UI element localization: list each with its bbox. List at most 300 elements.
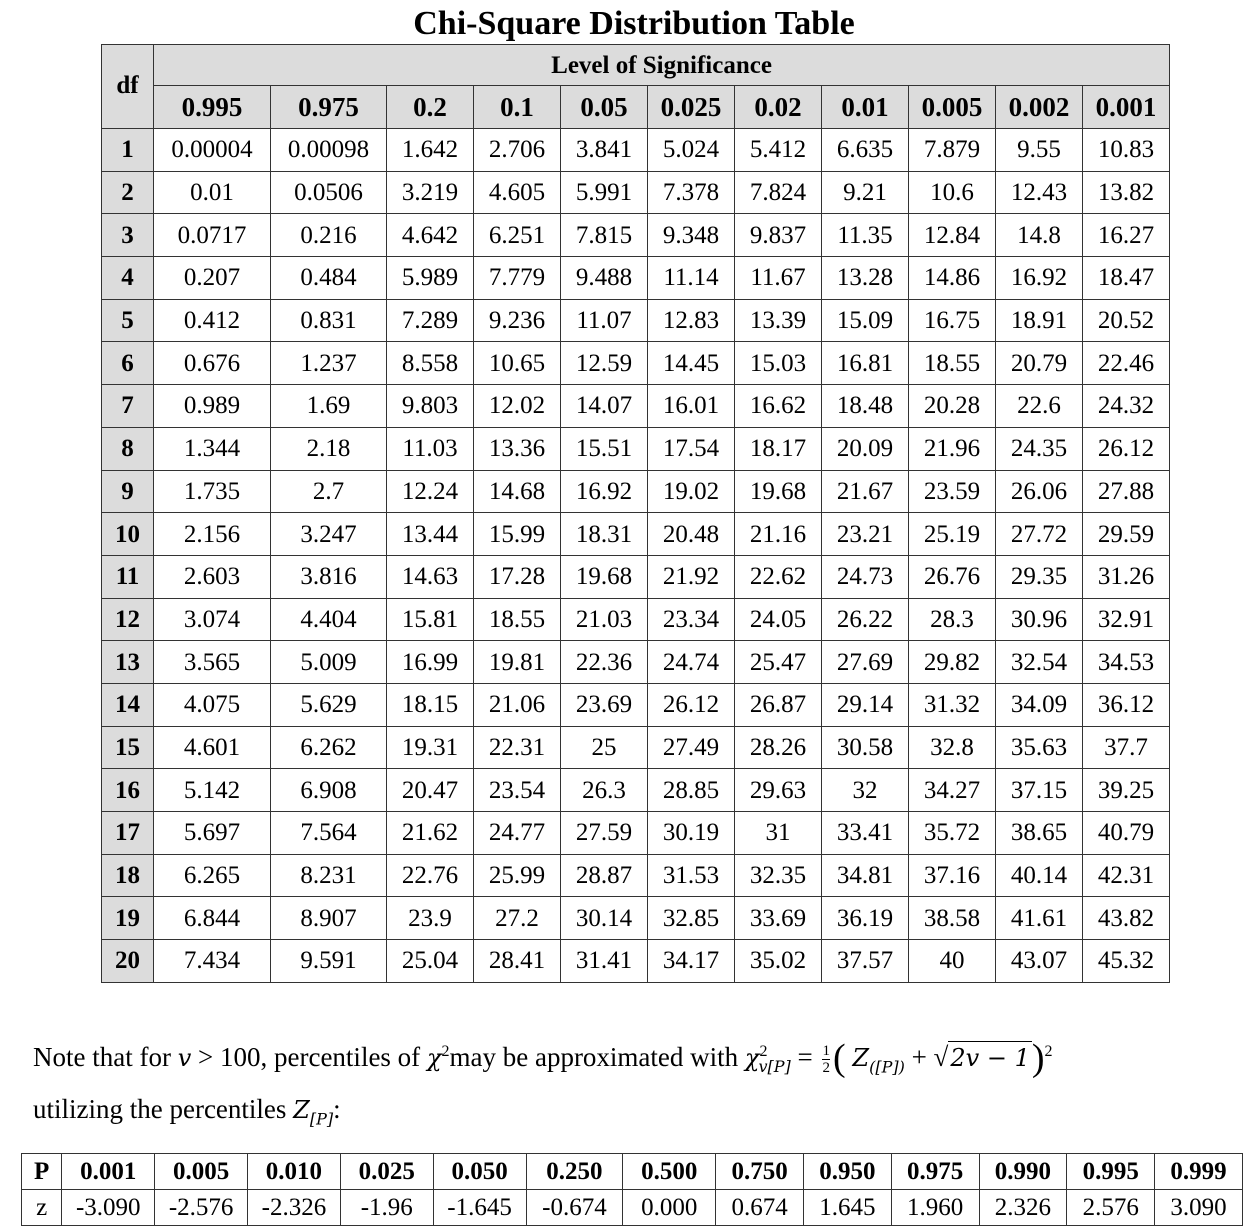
p-value-cell: 0.990 xyxy=(979,1154,1067,1190)
note-v: v xyxy=(177,1044,192,1072)
z-value-cell: 0.674 xyxy=(716,1190,804,1226)
z-value-cell: 0.000 xyxy=(623,1190,716,1226)
df-cell: 13 xyxy=(102,641,154,684)
alpha-header: 0.995 xyxy=(154,86,271,129)
value-cell: 32 xyxy=(822,769,909,812)
p-value-cell: 0.001 xyxy=(62,1154,155,1190)
value-cell: 34.53 xyxy=(1083,641,1170,684)
value-cell: 35.72 xyxy=(909,812,996,855)
value-cell: 22.76 xyxy=(387,854,474,897)
value-cell: 21.62 xyxy=(387,812,474,855)
value-cell: 3.841 xyxy=(561,129,648,172)
value-cell: 27.49 xyxy=(648,726,735,769)
value-cell: 6.844 xyxy=(154,897,271,940)
value-cell: 10.6 xyxy=(909,171,996,214)
value-cell: 5.989 xyxy=(387,257,474,300)
value-cell: 25 xyxy=(561,726,648,769)
value-cell: 34.81 xyxy=(822,854,909,897)
value-cell: 7.564 xyxy=(271,812,387,855)
value-cell: 20.09 xyxy=(822,427,909,470)
value-cell: 26.76 xyxy=(909,555,996,598)
value-cell: 13.44 xyxy=(387,513,474,556)
alpha-header: 0.005 xyxy=(909,86,996,129)
value-cell: 22.31 xyxy=(474,726,561,769)
value-cell: 18.47 xyxy=(1083,257,1170,300)
df-cell: 3 xyxy=(102,214,154,257)
value-cell: 26.06 xyxy=(996,470,1083,513)
value-cell: 43.07 xyxy=(996,940,1083,983)
value-cell: 13.39 xyxy=(735,299,822,342)
value-cell: 29.35 xyxy=(996,555,1083,598)
table-row xyxy=(102,299,1170,342)
value-cell: 32.91 xyxy=(1083,598,1170,641)
p-value-cell: 0.950 xyxy=(803,1154,891,1190)
value-cell: 21.92 xyxy=(648,555,735,598)
z-percentile-table xyxy=(21,1153,1243,1226)
value-cell: 27.2 xyxy=(474,897,561,940)
value-cell: 8.907 xyxy=(271,897,387,940)
value-cell: 17.28 xyxy=(474,555,561,598)
value-cell: 19.81 xyxy=(474,641,561,684)
value-cell: 3.247 xyxy=(271,513,387,556)
value-cell: 2.706 xyxy=(474,129,561,172)
value-cell: 28.3 xyxy=(909,598,996,641)
value-cell: 1.344 xyxy=(154,427,271,470)
alpha-header: 0.025 xyxy=(648,86,735,129)
value-cell: 0.676 xyxy=(154,342,271,385)
value-cell: 10.83 xyxy=(1083,129,1170,172)
z-value-cell: -0.674 xyxy=(526,1190,623,1226)
value-cell: 23.59 xyxy=(909,470,996,513)
value-cell: 13.28 xyxy=(822,257,909,300)
df-cell: 20 xyxy=(102,940,154,983)
value-cell: 22.62 xyxy=(735,555,822,598)
value-cell: 24.74 xyxy=(648,641,735,684)
value-cell: 20.48 xyxy=(648,513,735,556)
value-cell: 5.009 xyxy=(271,641,387,684)
value-cell: 1.735 xyxy=(154,470,271,513)
df-header: df xyxy=(102,45,154,129)
value-cell: 28.26 xyxy=(735,726,822,769)
value-cell: 0.0717 xyxy=(154,214,271,257)
table-row xyxy=(102,683,1170,726)
alpha-header: 0.02 xyxy=(735,86,822,129)
alpha-header: 0.2 xyxy=(387,86,474,129)
value-cell: 41.61 xyxy=(996,897,1083,940)
value-cell: 13.36 xyxy=(474,427,561,470)
df-cell: 17 xyxy=(102,812,154,855)
value-cell: 22.46 xyxy=(1083,342,1170,385)
value-cell: 7.378 xyxy=(648,171,735,214)
value-cell: 29.63 xyxy=(735,769,822,812)
alpha-header: 0.1 xyxy=(474,86,561,129)
p-value-cell: 0.005 xyxy=(155,1154,248,1190)
value-cell: 37.57 xyxy=(822,940,909,983)
table-row xyxy=(102,257,1170,300)
note-text: > 100, percentiles of xyxy=(191,1042,427,1072)
value-cell: 0.00004 xyxy=(154,129,271,172)
p-value-cell: 0.010 xyxy=(248,1154,341,1190)
value-cell: 31.26 xyxy=(1083,555,1170,598)
value-cell: 32.35 xyxy=(735,854,822,897)
value-cell: 33.41 xyxy=(822,812,909,855)
value-cell: 27.59 xyxy=(561,812,648,855)
value-cell: 18.17 xyxy=(735,427,822,470)
value-cell: 9.488 xyxy=(561,257,648,300)
value-cell: 19.31 xyxy=(387,726,474,769)
df-cell: 12 xyxy=(102,598,154,641)
value-cell: 29.14 xyxy=(822,683,909,726)
value-cell: 20.47 xyxy=(387,769,474,812)
value-cell: 23.9 xyxy=(387,897,474,940)
value-cell: 0.00098 xyxy=(271,129,387,172)
table-row xyxy=(102,769,1170,812)
value-cell: 0.831 xyxy=(271,299,387,342)
value-cell: 11.07 xyxy=(561,299,648,342)
value-cell: 4.642 xyxy=(387,214,474,257)
value-cell: 7.779 xyxy=(474,257,561,300)
df-cell: 2 xyxy=(102,171,154,214)
value-cell: 17.54 xyxy=(648,427,735,470)
value-cell: 5.697 xyxy=(154,812,271,855)
value-cell: 24.32 xyxy=(1083,385,1170,428)
value-cell: 5.629 xyxy=(271,683,387,726)
table-row xyxy=(102,641,1170,684)
value-cell: 16.81 xyxy=(822,342,909,385)
value-cell: 32.85 xyxy=(648,897,735,940)
value-cell: 15.99 xyxy=(474,513,561,556)
value-cell: 25.99 xyxy=(474,854,561,897)
value-cell: 11.03 xyxy=(387,427,474,470)
value-cell: 0.484 xyxy=(271,257,387,300)
df-cell: 18 xyxy=(102,854,154,897)
df-cell: 8 xyxy=(102,427,154,470)
value-cell: 6.635 xyxy=(822,129,909,172)
z-value-cell: -2.326 xyxy=(248,1190,341,1226)
value-cell: 9.55 xyxy=(996,129,1083,172)
value-cell: 33.69 xyxy=(735,897,822,940)
value-cell: 9.21 xyxy=(822,171,909,214)
value-cell: 0.216 xyxy=(271,214,387,257)
fraction: $\frac{1}{2}$ xyxy=(822,1043,830,1077)
value-cell: 2.18 xyxy=(271,427,387,470)
value-cell: 4.601 xyxy=(154,726,271,769)
z-value-cell: 1.645 xyxy=(803,1190,891,1226)
value-cell: 5.142 xyxy=(154,769,271,812)
value-cell: 1.642 xyxy=(387,129,474,172)
value-cell: 16.01 xyxy=(648,385,735,428)
table-row xyxy=(102,385,1170,428)
page-title: Chi-Square Distribution Table xyxy=(413,5,855,42)
value-cell: 5.412 xyxy=(735,129,822,172)
value-cell: 15.03 xyxy=(735,342,822,385)
value-cell: 7.289 xyxy=(387,299,474,342)
value-cell: 29.82 xyxy=(909,641,996,684)
value-cell: 7.434 xyxy=(154,940,271,983)
value-cell: 11.67 xyxy=(735,257,822,300)
alpha-header: 0.002 xyxy=(996,86,1083,129)
value-cell: 6.262 xyxy=(271,726,387,769)
value-cell: 31.53 xyxy=(648,854,735,897)
value-cell: 21.03 xyxy=(561,598,648,641)
value-cell: 26.22 xyxy=(822,598,909,641)
table-row xyxy=(102,171,1170,214)
approximation-note: Note that for v > 100, percentiles of $\chi^2may$ be approximated with $\chi^2_{v[P]}$ = $\frac{1}{2}$ ( $Z_{([P])} + √2v - 1)^2$ utilizing the percentiles $Z_{[P]}$: xyxy=(33,1037,1053,1129)
value-cell: 0.989 xyxy=(154,385,271,428)
value-cell: 37.15 xyxy=(996,769,1083,812)
note-text: Note that for xyxy=(33,1042,178,1072)
value-cell: 35.02 xyxy=(735,940,822,983)
value-cell: 34.17 xyxy=(648,940,735,983)
value-cell: 16.92 xyxy=(561,470,648,513)
value-cell: 18.55 xyxy=(909,342,996,385)
value-cell: 37.16 xyxy=(909,854,996,897)
value-cell: 40.14 xyxy=(996,854,1083,897)
alpha-header: 0.001 xyxy=(1083,86,1170,129)
df-cell: 19 xyxy=(102,897,154,940)
value-cell: 45.32 xyxy=(1083,940,1170,983)
value-cell: 22.6 xyxy=(996,385,1083,428)
df-cell: 16 xyxy=(102,769,154,812)
value-cell: 20.28 xyxy=(909,385,996,428)
value-cell: 6.908 xyxy=(271,769,387,812)
value-cell: 20.79 xyxy=(996,342,1083,385)
chi-square-table xyxy=(101,44,1170,983)
value-cell: 16.75 xyxy=(909,299,996,342)
value-cell: 14.07 xyxy=(561,385,648,428)
value-cell: 30.14 xyxy=(561,897,648,940)
value-cell: 27.69 xyxy=(822,641,909,684)
table-row xyxy=(102,214,1170,257)
table-row xyxy=(102,513,1170,556)
value-cell: 3.219 xyxy=(387,171,474,214)
value-cell: 22.36 xyxy=(561,641,648,684)
value-cell: 43.82 xyxy=(1083,897,1170,940)
df-cell: 5 xyxy=(102,299,154,342)
value-cell: 6.251 xyxy=(474,214,561,257)
table-row xyxy=(102,897,1170,940)
p-value-cell: 0.999 xyxy=(1155,1154,1243,1190)
value-cell: 23.69 xyxy=(561,683,648,726)
table-row xyxy=(102,555,1170,598)
value-cell: 24.05 xyxy=(735,598,822,641)
value-cell: 9.837 xyxy=(735,214,822,257)
df-cell: 14 xyxy=(102,683,154,726)
value-cell: 36.12 xyxy=(1083,683,1170,726)
value-cell: 32.54 xyxy=(996,641,1083,684)
table-row xyxy=(102,854,1170,897)
value-cell: 11.14 xyxy=(648,257,735,300)
value-cell: 29.59 xyxy=(1083,513,1170,556)
z-value-cell: 2.576 xyxy=(1067,1190,1155,1226)
value-cell: 24.35 xyxy=(996,427,1083,470)
value-cell: 12.02 xyxy=(474,385,561,428)
p-value-cell: 0.500 xyxy=(623,1154,716,1190)
value-cell: 1.237 xyxy=(271,342,387,385)
value-cell: 3.074 xyxy=(154,598,271,641)
value-cell: 26.3 xyxy=(561,769,648,812)
value-cell: 23.21 xyxy=(822,513,909,556)
df-cell: 4 xyxy=(102,257,154,300)
note-sq: 2 xyxy=(441,1043,450,1060)
value-cell: 34.09 xyxy=(996,683,1083,726)
value-cell: 18.15 xyxy=(387,683,474,726)
value-cell: 4.404 xyxy=(271,598,387,641)
note-text: utilizing the percentiles xyxy=(33,1094,294,1125)
value-cell: 2.7 xyxy=(271,470,387,513)
p-value-cell: 0.995 xyxy=(1067,1154,1155,1190)
value-cell: 25.47 xyxy=(735,641,822,684)
value-cell: 42.31 xyxy=(1083,854,1170,897)
value-cell: 40 xyxy=(909,940,996,983)
p-value-cell: 0.050 xyxy=(433,1154,526,1190)
value-cell: 18.55 xyxy=(474,598,561,641)
value-cell: 31.41 xyxy=(561,940,648,983)
approximation-formula: $\chi^2_{v[P]}$ = $\frac{1}{2}$ ( $Z_{([P])} + √2v - 1)^2$ xyxy=(744,1037,1053,1079)
value-cell: 9.803 xyxy=(387,385,474,428)
value-cell: 11.35 xyxy=(822,214,909,257)
df-cell: 9 xyxy=(102,470,154,513)
p-value-cell: 0.025 xyxy=(340,1154,433,1190)
value-cell: 26.87 xyxy=(735,683,822,726)
value-cell: 9.348 xyxy=(648,214,735,257)
value-cell: 6.265 xyxy=(154,854,271,897)
value-cell: 5.991 xyxy=(561,171,648,214)
value-cell: 3.565 xyxy=(154,641,271,684)
df-cell: 11 xyxy=(102,555,154,598)
value-cell: 19.02 xyxy=(648,470,735,513)
table-row xyxy=(102,598,1170,641)
value-cell: 26.12 xyxy=(648,683,735,726)
table-row xyxy=(102,812,1170,855)
value-cell: 12.43 xyxy=(996,171,1083,214)
value-cell: 21.06 xyxy=(474,683,561,726)
value-cell: 15.51 xyxy=(561,427,648,470)
z-value-cell: 3.090 xyxy=(1155,1190,1243,1226)
value-cell: 27.88 xyxy=(1083,470,1170,513)
p-label: P xyxy=(22,1154,62,1190)
value-cell: 0.207 xyxy=(154,257,271,300)
value-cell: 2.156 xyxy=(154,513,271,556)
value-cell: 13.82 xyxy=(1083,171,1170,214)
value-cell: 16.27 xyxy=(1083,214,1170,257)
value-cell: 14.86 xyxy=(909,257,996,300)
value-cell: 18.31 xyxy=(561,513,648,556)
value-cell: 20.52 xyxy=(1083,299,1170,342)
value-cell: 7.815 xyxy=(561,214,648,257)
p-value-cell: 0.750 xyxy=(716,1154,804,1190)
df-cell: 1 xyxy=(102,129,154,172)
value-cell: 28.85 xyxy=(648,769,735,812)
value-cell: 28.41 xyxy=(474,940,561,983)
value-cell: 23.54 xyxy=(474,769,561,812)
value-cell: 14.63 xyxy=(387,555,474,598)
value-cell: 30.19 xyxy=(648,812,735,855)
value-cell: 16.99 xyxy=(387,641,474,684)
value-cell: 30.58 xyxy=(822,726,909,769)
value-cell: 10.65 xyxy=(474,342,561,385)
value-cell: 3.816 xyxy=(271,555,387,598)
value-cell: 8.231 xyxy=(271,854,387,897)
value-cell: 24.77 xyxy=(474,812,561,855)
value-cell: 12.59 xyxy=(561,342,648,385)
table-row xyxy=(102,470,1170,513)
value-cell: 14.68 xyxy=(474,470,561,513)
value-cell: 25.04 xyxy=(387,940,474,983)
value-cell: 21.16 xyxy=(735,513,822,556)
value-cell: 28.87 xyxy=(561,854,648,897)
value-cell: 14.45 xyxy=(648,342,735,385)
value-cell: 8.558 xyxy=(387,342,474,385)
value-cell: 16.92 xyxy=(996,257,1083,300)
z-value-cell: -2.576 xyxy=(155,1190,248,1226)
value-cell: 15.81 xyxy=(387,598,474,641)
value-cell: 40.79 xyxy=(1083,812,1170,855)
value-cell: 0.01 xyxy=(154,171,271,214)
value-cell: 0.412 xyxy=(154,299,271,342)
value-cell: 0.0506 xyxy=(271,171,387,214)
alpha-header: 0.01 xyxy=(822,86,909,129)
value-cell: 35.63 xyxy=(996,726,1083,769)
value-cell: 21.67 xyxy=(822,470,909,513)
df-cell: 6 xyxy=(102,342,154,385)
value-cell: 36.19 xyxy=(822,897,909,940)
value-cell: 27.72 xyxy=(996,513,1083,556)
value-cell: 23.34 xyxy=(648,598,735,641)
value-cell: 16.62 xyxy=(735,385,822,428)
value-cell: 26.12 xyxy=(1083,427,1170,470)
value-cell: 32.8 xyxy=(909,726,996,769)
value-cell: 9.591 xyxy=(271,940,387,983)
value-cell: 5.024 xyxy=(648,129,735,172)
value-cell: 38.65 xyxy=(996,812,1083,855)
table-row xyxy=(102,342,1170,385)
value-cell: 24.73 xyxy=(822,555,909,598)
value-cell: 12.24 xyxy=(387,470,474,513)
value-cell: 12.84 xyxy=(909,214,996,257)
z-value-cell: -1.96 xyxy=(340,1190,433,1226)
value-cell: 37.7 xyxy=(1083,726,1170,769)
value-cell: 2.603 xyxy=(154,555,271,598)
value-cell: 9.236 xyxy=(474,299,561,342)
p-value-cell: 0.250 xyxy=(526,1154,623,1190)
df-cell: 7 xyxy=(102,385,154,428)
df-cell: 15 xyxy=(102,726,154,769)
table-row xyxy=(102,726,1170,769)
value-cell: 18.91 xyxy=(996,299,1083,342)
z-value-cell: -3.090 xyxy=(62,1190,155,1226)
level-of-significance-header: Level of Significance xyxy=(154,45,1170,86)
alpha-header: 0.975 xyxy=(271,86,387,129)
table-row xyxy=(102,940,1170,983)
value-cell: 19.68 xyxy=(561,555,648,598)
value-cell: 4.075 xyxy=(154,683,271,726)
z-label: z xyxy=(22,1190,62,1226)
value-cell: 38.58 xyxy=(909,897,996,940)
value-cell: 39.25 xyxy=(1083,769,1170,812)
alpha-header: 0.05 xyxy=(561,86,648,129)
value-cell: 31.32 xyxy=(909,683,996,726)
note-chi: χ xyxy=(426,1044,442,1072)
table-row xyxy=(102,427,1170,470)
z-value-cell: 1.960 xyxy=(891,1190,979,1226)
note-z: Z xyxy=(293,1096,310,1125)
value-cell: 34.27 xyxy=(909,769,996,812)
value-cell: 30.96 xyxy=(996,598,1083,641)
df-cell: 10 xyxy=(102,513,154,556)
z-value-cell: -1.645 xyxy=(433,1190,526,1226)
note-text: may be approximated with xyxy=(449,1042,745,1072)
